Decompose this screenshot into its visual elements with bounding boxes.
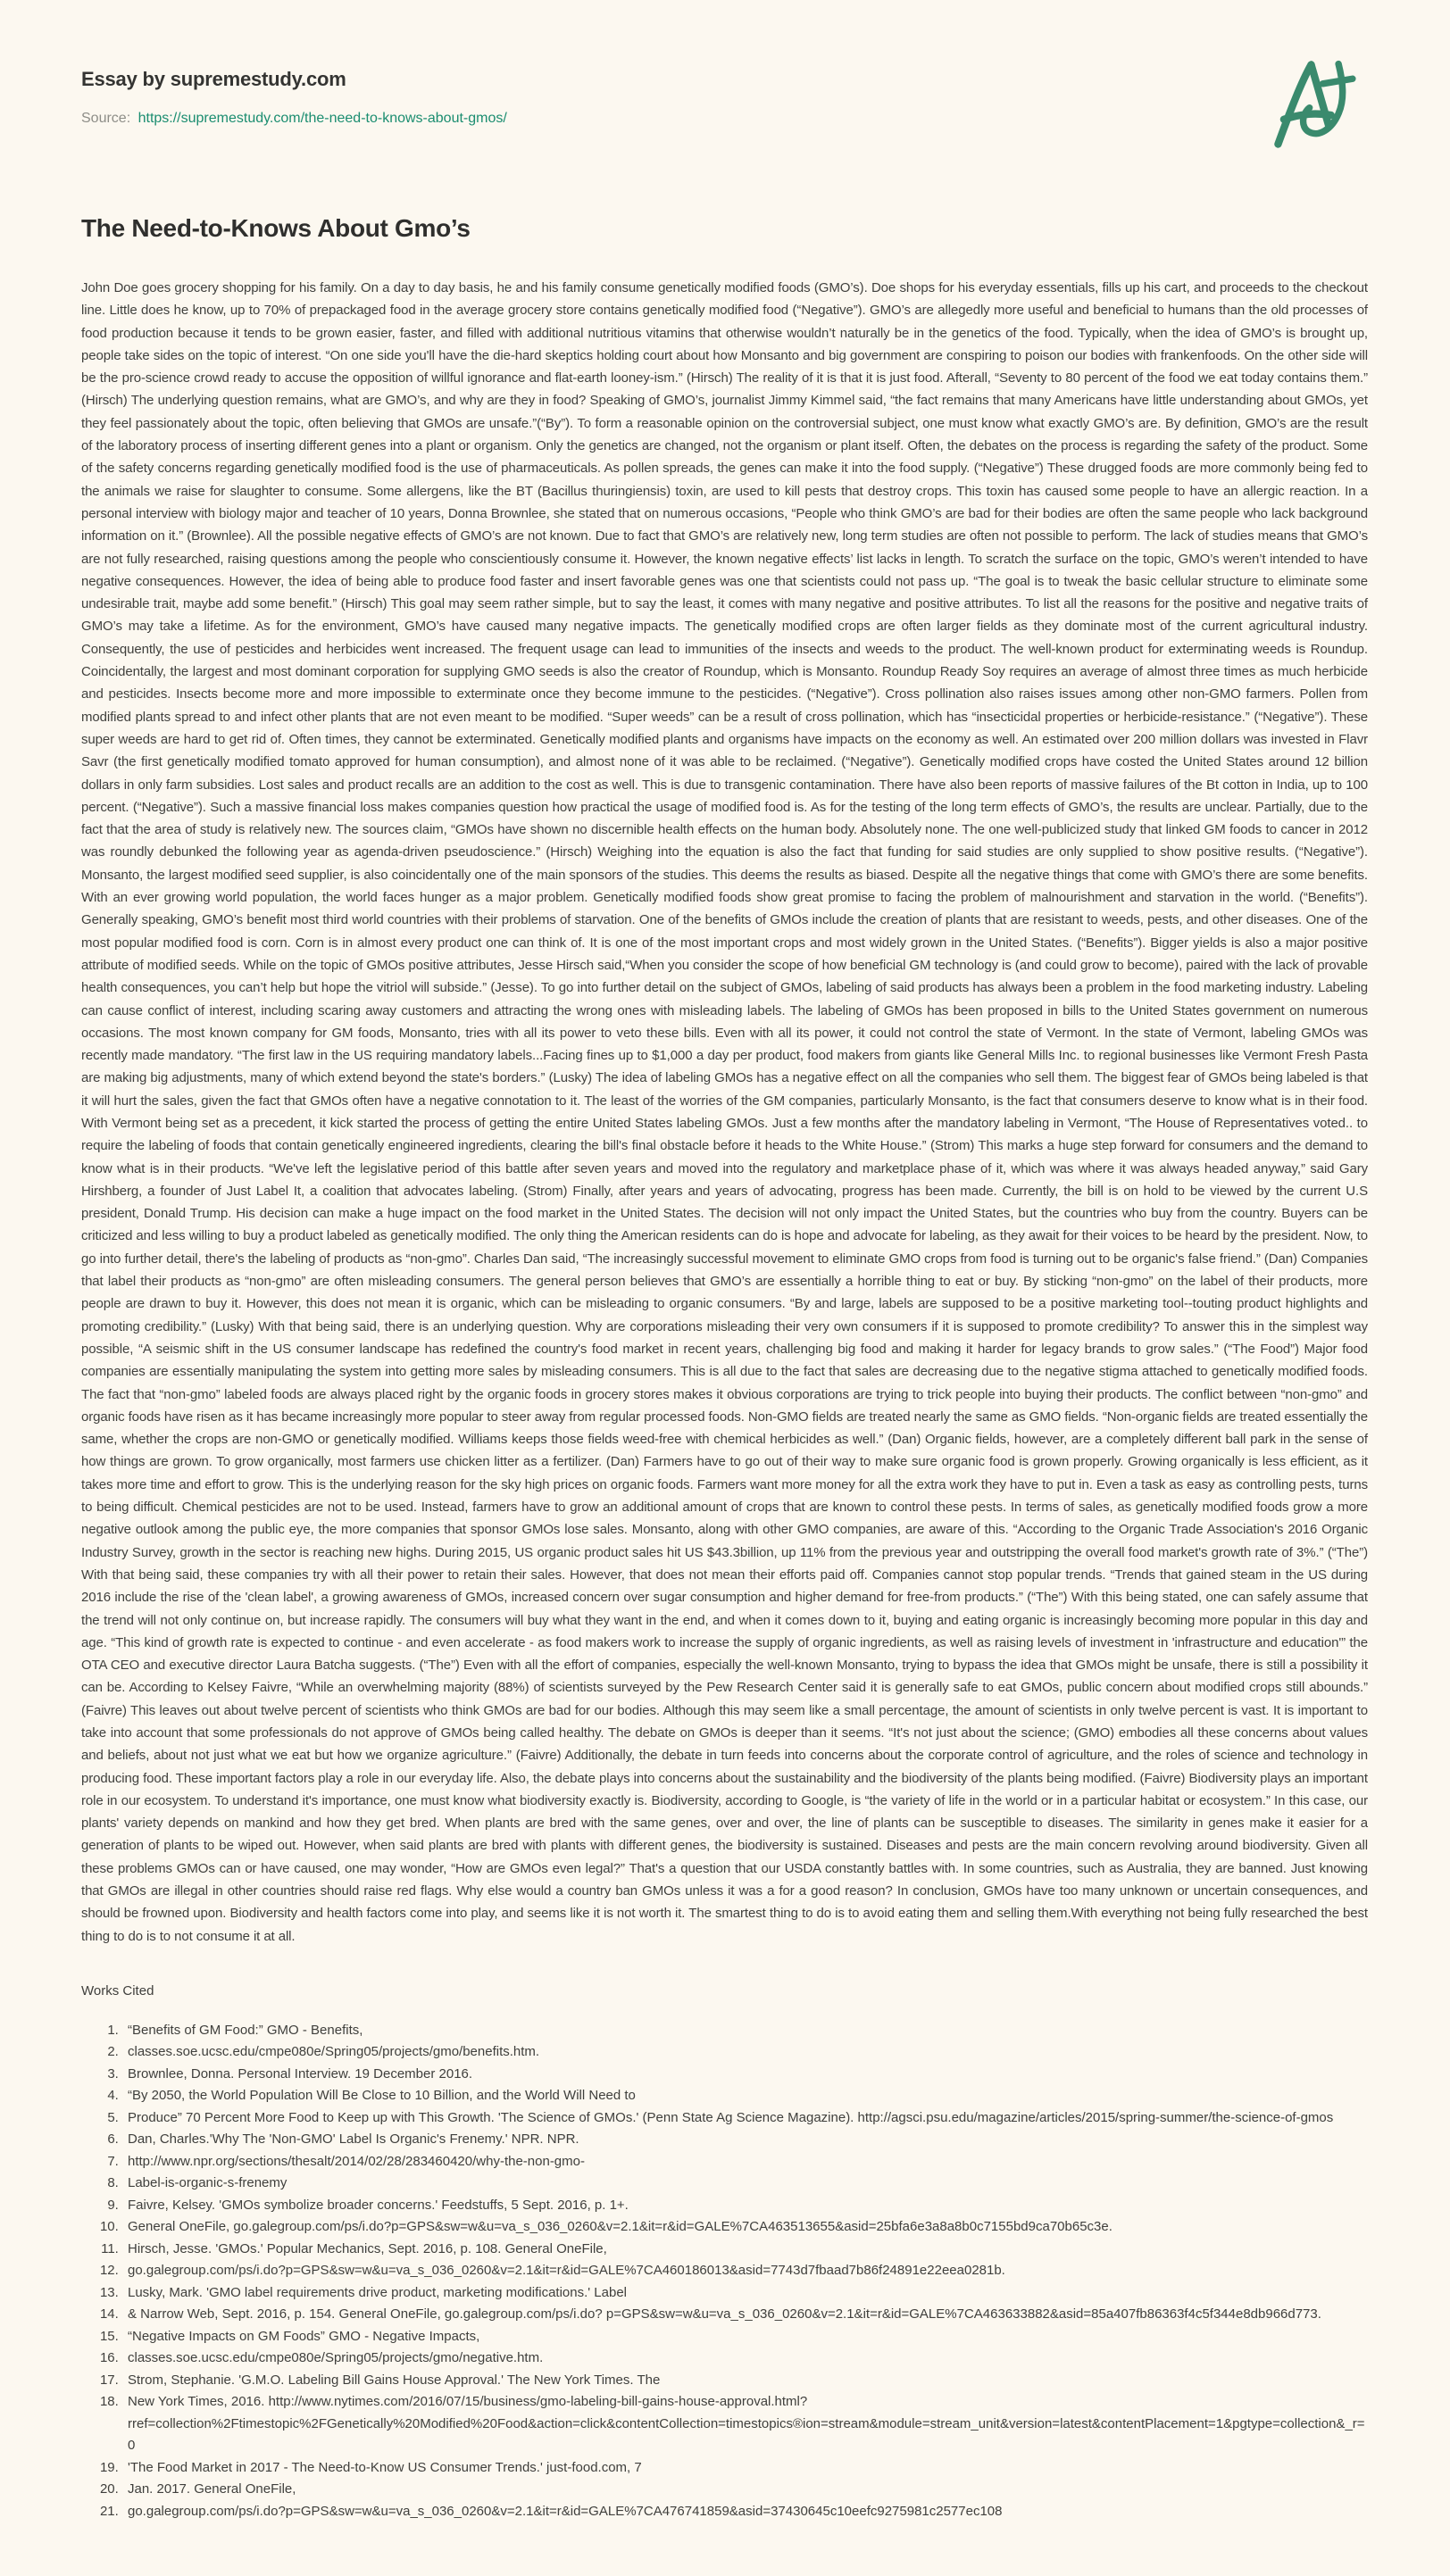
header-text: [81, 68, 1368, 127]
citation-item: 3. Brownlee, Donna. Personal Interview. 19 December 2016.: [122, 2064, 1368, 2086]
a-plus-logo-icon: [1271, 59, 1362, 150]
citation-item: 10. General OneFile, go.galegroup.com/ps/i.do?p=GPS&sw=w&u=va_s_036_0260&v=2.1&it=r&id=GALE%7CA463513655&asid=25bfa6e3a8a8b0c7155bd9ca70b65c3e.: [122, 2216, 1368, 2239]
citation-item: 16. classes.soe.ucsc.edu/cmpe080e/Spring05/projects/gmo/negative.htm.: [122, 2347, 1368, 2370]
citation-item: 11. Hirsch, Jesse. 'GMOs.' Popular Mechanics, Sept. 2016, p. 108. General OneFile,: [122, 2239, 1368, 2261]
source-link[interactable]: https://supremestudy.com/the-need-to-knows-about-gmos/: [138, 111, 507, 126]
citation-item: 6. Dan, Charles.'Why The 'Non-GMO' Label Is Organic's Frenemy.' NPR. NPR.: [122, 2129, 1368, 2151]
citation-item: 4. “By 2050, the World Population Will Be Close to 10 Billion, and the World Will Need to: [122, 2085, 1368, 2107]
citation-item: 14. & Narrow Web, Sept. 2016, p. 154. General OneFile, go.galegroup.com/ps/i.do? p=GPS&sw=w&u=va_s_036_0260&v=2.1&it=r&id=GALE%7CA463633882&asid=85a407fb86363f4c5f344e8db966d773.: [122, 2304, 1368, 2326]
citation-item: 5. Produce” 70 Percent More Food to Keep up with This Growth. 'The Science of GMOs.' (Penn State Ag Science Magazine). http://agsci.psu.edu/magazine/articles/2015/spring-summer/the-science-of-gmos: [122, 2107, 1368, 2130]
essay-body: John Doe goes grocery shopping for his family. On a day to day basis, he and his family consume genetically modified foods (GMO’s). Doe shops for his everyday essentials, fills up his cart, and proceeds to the checkout line. Little does he know, up to 70% of prepackaged food in the average grocery store contains genetically modified food (“Negative”). GMO’s are allegedly more useful and beneficial to humans than the old processes of food production because it tends to be grown easier, faster, and filled with additional nutritious vitamins that otherwise wouldn’t naturally be in the genetics of the food. Typically, when the idea of GMO’s is brought up, people take sides on the topic of interest. “On one side you'll have the die-hard skeptics holding court about how Monsanto and big government are conspiring to poison our bodies with frankenfoods. On the other side will be the pro-science crowd ready to accuse the opposition of willful ignorance and flat-earth looney-ism.” (Hirsch) The reality of it is that it is just food. Afterall, “Seventy to 80 percent of the food we eat today contains them.” (Hirsch) The underlying question remains, what are GMO’s, and why are they in food? Speaking of GMO’s, journalist Jimmy Kimmel said, “the fact remains that many Americans have little understanding about GMOs, yet they feel passionately about the topic, often believing that GMOs are unsafe.”(“By”). To form a reasonable opinion on the controversial subject, one must know what exactly GMO’s are. By definition, GMO’s are the result of the laboratory process of inserting different genes into a plant or organism. Only the genetics are changed, not the organism or plant itself. Often, the debates on the process is regarding the safety of the product. Some of the safety concerns regarding genetically modified food is the use of pharmaceuticals. As pollen spreads, the genes can make it into the food supply. (“Negative”) These drugged foods are more commonly being fed to the animals we raise for slaughter to consume. Some allergens, like the BT (Bacillus thuringiensis) toxin, are used to kill pests that destroy crops. This toxin has caused some people to have an allergic reaction. In a personal interview with biology major and teacher of 10 years, Donna Brownlee, she stated that on numerous occasions, “People who think GMO’s are bad for their bodies are often the same people who lack background information on it.” (Brownlee). All the possible negative effects of GMO’s are not known. Due to fact that GMO’s are relatively new, long term studies are often not possible to perform. The lack of studies means that GMO’s are not fully researched, raising questions among the people who conscientiously consume it. However, the known negative effects’ list lacks in length. To scratch the surface on the topic, GMO’s weren’t intended to have negative consequences. However, the idea of being able to produce food faster and insert favorable genes was one that scientists could not pass up. “The goal is to tweak the basic cellular structure to eliminate some undesirable trait, maybe add some benefit.” (Hirsch) This goal may seem rather simple, but to say the least, it comes with many negative and positive attributes. To list all the reasons for the positive and negative traits of GMO’s may take a lifetime. As for the environment, GMO’s have caused many negative impacts. The genetically modified crops are often larger fields as they dominate most of the current agricultural industry. Consequently, the use of pesticides and herbicides went increased. The frequent usage can lead to immunities of the insects and weeds to the product. The well-known product for exterminating weeds is Roundup. Coincidentally, the largest and most dominant corporation for supplying GMO seeds is also the creator of Roundup, which is Monsanto. Roundup Ready Soy requires an average of almost three times as much herbicide and pesticides. Insects become more and more impossible to exterminate once they become immune to the pesticides. (“Negative”). Cross pollination also raises issues among other non-GMO farmers. Pollen from modified plants spread to and infect other plants that are not even meant to be modified. “Super weeds” can be a result of cross pollination, which has “insecticidal properties or herbicide-resistance.” (“Negative”). These super weeds are hard to get rid of. Often times, they cannot be exterminated. Genetically modified plants and organisms have impacts on the economy as well. An estimated over 200 million dollars was invested in Flavr Savr (the first genetically modified tomato approved for human consumption), and almost none of it was able to be reclaimed. (“Negative”). Genetically modified crops have costed the United States around 12 billion dollars in only farm subsidies. Lost sales and product recalls are an addition to the cost as well. This is due to transgenic contamination. There have also been reports of massive failures of the Bt cotton in India, up to 100 percent. (“Negative”). Such a massive financial loss makes companies question how practical the usage of modified food is. As for the testing of the long term effects of GMO’s, the results are unclear. Partially, due to the fact that the area of study is relatively new. The sources claim, “GMOs have shown no discernible health effects on the human body. Absolutely none. The one well-publicized study that linked GM foods to cancer in 2012 was roundly debunked the following year as agenda-driven pseudoscience.” (Hirsch) Weighing into the equation is also the fact that funding for said studies are only supplied to show positive results. (“Negative”). Monsanto, the largest modified seed supplier, is also coincidentally one of the main sponsors of the studies. This deems the results as biased. Despite all the negative things that come with GMO’s there are some benefits. With an ever growing world population, the world faces hunger as a major problem. Genetically modified foods show great promise to facing the problem of malnourishment and starvation in the world. (“Benefits”). Generally speaking, GMO’s benefit most third world countries with their problems of starvation. One of the benefits of GMOs include the creation of plants that are resistant to weeds, pests, and other diseases. One of the most popular modified food is corn. Corn is in almost every product one can think of. It is one of the most important crops and most widely grown in the United States. (“Benefits”). Bigger yields is also a major positive attribute of modified seeds. While on the topic of GMOs positive attributes, Jesse Hirsch said,“When you consider the scope of how beneficial GM technology is (and could grow to become), paired with the lack of provable health consequences, you can’t help but hope the vitriol will subside.” (Jesse). To go into further detail on the subject of GMOs, labeling of said products has always been a problem in the food marketing industry. Labeling can cause conflict of interest, including scaring away customers and attracting the wrong ones with misleading labels. The labeling of GMOs has been proposed in bills to the United States government on numerous occasions. The most known company for GM foods, Monsanto, tries with all its power to veto these bills. Even with all its power, it could not control the state of Vermont. In the state of Vermont, labeling GMOs was recently made mandatory. “The first law in the US requiring mandatory labels...Facing fines up to $1,000 a day per product, food makers from giants like General Mills Inc. to regional businesses like Vermont Fresh Pasta are making big adjustments, many of which extend beyond the state's borders.” (Lusky) The idea of labeling GMOs has a negative effect on all the companies who sell them. The biggest fear of GMOs being labeled is that it will hurt the sales, given the fact that GMOs often have a negative connotation to it. The least of the worries of the GM companies, particularly Monsanto, is the fact that consumers deserve to know what is in their food. With Vermont being set as a precedent, it kick started the process of getting the entire United States labeling GMOs. Just a few months after the mandatory labeling in Vermont, “The House of Representatives voted.. to require the labeling of foods that contain genetically engineered ingredients, clearing the bill's final obstacle before it heads to the White House.” (Strom) This marks a huge step forward for consumers and the demand to know what is in their products. “We've left the legislative period of this battle after seven years and moved into the regulatory and marketplace phase of it, which was where it was always headed anyway,” said Gary Hirshberg, a founder of Just Label It, a coalition that advocates labeling. (Strom) Finally, after years and years of advocating, progress has been made. Currently, the bill is on hold to be viewed by the current U.S president, Donald Trump. His decision can make a huge impact on the food market in the United States. The decision will not only impact the United States, but the countries who buy from the country. Buyers can be criticized and less willing to buy a product labeled as genetically modified. The only thing the American residents can do is hope and advocate for labeling, as they await for their voices to be heard by the president. Now, to go into further detail, there's the labeling of products as “non-gmo”. Charles Dan said, “The increasingly successful movement to eliminate GMO crops from food is turning out to be organic's false friend.” (Dan) Companies that label their products as “non-gmo” are often misleading consumers. The general person believes that GMO’s are essentially a horrible thing to eat or buy. By sticking “non-gmo” on the label of their products, more people are drawn to buy it. However, this does not mean it is organic, which can be misleading to organic consumers. “By and large, labels are supposed to be a positive marketing tool--touting product highlights and promoting credibility.” (Lusky) With that being said, there is an underlying question. Why are corporations misleading their very own consumers if it is supposed to promote credibility? To answer this in the simplest way possible, “A seismic shift in the US consumer landscape has redefined the country's food market in recent years, challenging big food and making it harder for legacy brands to grow sales.” (“The Food”) Major food companies are essentially manipulating the system into getting more sales by misleading consumers. This is all due to the fact that sales are decreasing due to the negative stigma attached to genetically modified foods. The fact that “non-gmo” labeled foods are always placed right by the organic foods in grocery stores makes it obvious corporations are trying to trick people into buying their products. The conflict between “non-gmo” and organic foods have risen as it has became increasingly more popular to steer away from regular processed foods. Non-GMO fields are treated nearly the same as GMO fields. “Non-organic fields are treated essentially the same, whether the crops are non-GMO or genetically modified. Williams keeps those fields weed-free with chemical herbicides as well.” (Dan) Organic fields, however, are a completely different ball park in the sense of how things are grown. To grow organically, most farmers use chicken litter as a fertilizer. (Dan) Farmers have to go out of their way to make sure organic food is grown properly. Growing organically is less efficient, as it takes more time and effort to grow. This is the underlying reason for the sky high prices on organic foods. Farmers want more money for all the extra work they have to put in. Even a task as easy as controlling pests, turns to being difficult. Chemical pesticides are not to be used. Instead, farmers have to grow an additional amount of crops that are known to control these pests. In terms of sales, as genetically modified foods grow a more negative outlook among the public eye, the more companies that sponsor GMOs lose sales. Monsanto, along with other GMO companies, are aware of this. “According to the Organic Trade Association's 2016 Organic Industry Survey, growth in the sector is reaching new highs. During 2015, US organic product sales hit US $43.3billion, up 11% from the previous year and outstripping the overall food market's growth rate of 3%.” (“The”) With that being said, these companies try with all their power to retain their sales. However, that does not mean their efforts paid off. Companies cannot stop popular trends. “Trends that gained steam in the US during 2016 include the rise of the 'clean label', a growing awareness of GMOs, increased concern over sugar consumption and higher demand for free-from products.” (“The”) With this being stated, one can safely assume that the trend will not only continue on, but increase rapidly. The consumers will buy what they want in the end, and when it comes down to it, buying and eating organic is increasingly becoming more popular in this day and age. “This kind of growth rate is expected to continue - and even accelerate - as food makers work to increase the supply of organic ingredients, as well as raising levels of investment in 'infrastructure and education'” the OTA CEO and executive director Laura Batcha suggests. (“The”) Even with all the effort of companies, especially the well-known Monsanto, trying to bypass the idea that GMOs might be unsafe, there is still a possibility it can be. According to Kelsey Faivre, “While an overwhelming majority (88%) of scientists surveyed by the Pew Research Center said it is generally safe to eat GMOs, public concern about modified crops still abounds.” (Faivre) This leaves out about twelve percent of scientists who think GMOs are bad for our bodies. Although this may seem like a small percentage, the amount of scientists in only twelve percent is vast. It is important to take into account that some professionals do not approve of GMOs being called healthy. The debate on GMOs is deeper than it seems. “It's not just about the science; (GMO) embodies all these concerns about values and beliefs, about not just what we eat but how we organize agriculture.” (Faivre) Additionally, the debate in turn feeds into concerns about the corporate control of agriculture, and the roles of science and technology in producing food. These important factors play a role in our everyday life. Also, the debate plays into concerns about the sustainability and the biodiversity of the plants being modified. (Faivre) Biodiversity plays an important role in our ecosystem. To understand it's importance, one must know what biodiversity exactly is. Biodiversity, according to Google, is “the variety of life in the world or in a particular habitat or ecosystem.” In this case, our plants' variety depends on mankind and how they get bred. When plants are bred with the same genes, over and over, the line of plants can be susceptible to diseases. The similarity in genes make it easier for a generation of plants to be wiped out. However, when said plants are bred with plants with different genes, the biodiversity is sustained. Diseases and pests are the main concern revolving around biodiversity. Given all these problems GMOs can or have caused, one may wonder, “How are GMOs even legal?” That's a question that our USDA constantly battles with. In some countries, such as Australia, they are banned. Just knowing that GMOs are illegal in other countries should raise red flags. Why else would a country ban GMOs unless it was a for a good reason? In conclusion, GMOs have too many unknown or uncertain consequences, and should be frowned upon. Biodiversity and health factors come into play, and seems like it is not worth it. The smartest thing to do is to avoid eating them and selling them.With everything not being fully researched the best thing to do is to not consume it at all.: [81, 280, 1368, 1944]
citation-item: 8. Label-is-organic-s-frenemy: [122, 2173, 1368, 2195]
source-label: Source:: [81, 111, 131, 126]
citation-item: 21. go.galegroup.com/ps/i.do?p=GPS&sw=w&u=va_s_036_0260&v=2.1&it=r&id=GALE%7CA476741859&asid=37430645c10eefc9275981c2577ec108: [122, 2501, 1368, 2523]
page-header: [81, 68, 1368, 127]
source-line: [81, 111, 1368, 127]
citation-item: 13. Lusky, Mark. 'GMO label requirements drive product, marketing modifications.' Label: [122, 2282, 1368, 2305]
citation-item: 7. http://www.npr.org/sections/thesalt/2014/02/28/283460420/why-the-non-gmo-: [122, 2151, 1368, 2173]
works-cited-list: [81, 2020, 1368, 2523]
header-title: Essay by supremestudy.com: [81, 68, 346, 90]
citation-item: 20. Jan. 2017. General OneFile,: [122, 2479, 1368, 2501]
works-cited-heading: Works Cited: [81, 1982, 154, 1998]
citation-item: 1. “Benefits of GM Food:” GMO - Benefits,: [122, 2020, 1368, 2042]
citation-item: 2. classes.soe.ucsc.edu/cmpe080e/Spring05/projects/gmo/benefits.htm.: [122, 2041, 1368, 2064]
citation-item: 19. 'The Food Market in 2017 - The Need-to-Know US Consumer Trends.' just-food.com, 7: [122, 2457, 1368, 2480]
citation-item: 18. New York Times, 2016. http://www.nytimes.com/2016/07/15/business/gmo-labeling-bill-gains-house-approval.html? rref=collection%2Ftimestopic%2FGenetically%20Modified%20Food&action=click&contentCollection=timestopics®ion=stream&module=stream_unit&version=latest&contentPlacement=1&pgtype=collection&_r=0: [122, 2391, 1368, 2457]
citation-item: 15. “Negative Impacts on GM Foods” GMO - Negative Impacts,: [122, 2326, 1368, 2348]
citation-item: 9. Faivre, Kelsey. 'GMOs symbolize broader concerns.' Feedstuffs, 5 Sept. 2016, p. 1+.: [122, 2195, 1368, 2217]
citation-item: 17. Strom, Stephanie. 'G.M.O. Labeling Bill Gains House Approval.' The New York Times. The: [122, 2370, 1368, 2392]
essay-content: [81, 214, 1368, 2522]
citation-item: 12. go.galegroup.com/ps/i.do?p=GPS&sw=w&u=va_s_036_0260&v=2.1&it=r&id=GALE%7CA460186013&asid=7743d7fbaad7b86f24891e22eea0281b.: [122, 2260, 1368, 2282]
essay-title: The Need-to-Knows About Gmo’s: [81, 214, 471, 242]
